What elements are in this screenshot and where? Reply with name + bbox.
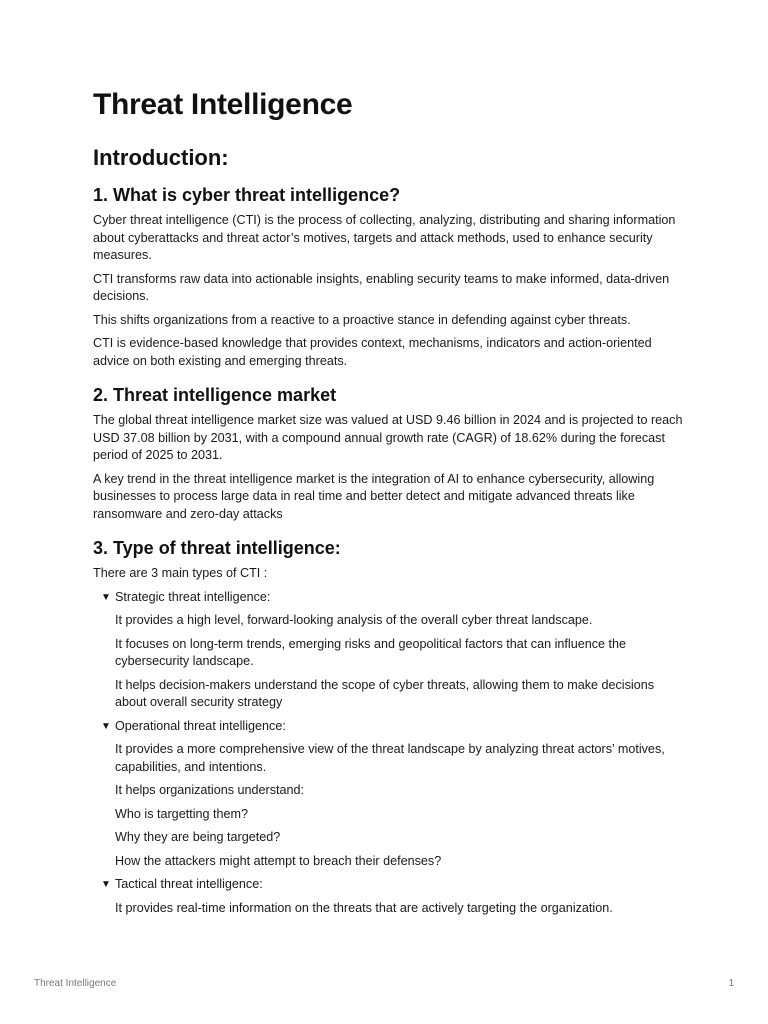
toggle-body xyxy=(115,612,683,712)
triangle-down-icon[interactable]: ▼ xyxy=(101,720,111,732)
paragraph: It focuses on long-term trends, emerging risks and geopolitical factors that can influence the cybersecurity landscape. xyxy=(115,636,627,668)
section-heading: 3. Type of threat intelligence: xyxy=(93,538,341,558)
paragraph: Cyber threat intelligence (CTI) is the process of collecting, analyzing, distributing and sharing information about cyberattacks and threat actor’s motives, targets and attack methods, used to enhance security measures. xyxy=(93,213,676,262)
section-heading: 2. Threat intelligence market xyxy=(93,385,337,405)
paragraph: How the attackers might attempt to breach their defenses? xyxy=(115,853,442,868)
paragraph: CTI is evidence-based knowledge that provides context, mechanisms, indicators and action-oriented advice on both existing and emerging threats. xyxy=(93,336,652,368)
toggle-label: Strategic threat intelligence: xyxy=(115,589,271,604)
triangle-down-icon[interactable]: ▼ xyxy=(101,879,111,890)
footer-title: Threat Intelligence xyxy=(34,978,117,989)
paragraph: Who is targetting them? xyxy=(115,806,248,821)
page-footer xyxy=(34,977,734,991)
page-title: Threat Intelligence xyxy=(93,88,353,121)
introduction-heading: Introduction: xyxy=(93,145,229,170)
paragraph: Why they are being targeted? xyxy=(115,830,281,844)
toggle-header-tactical[interactable] xyxy=(101,876,683,894)
section-market xyxy=(93,383,683,523)
toggle-label: Operational threat intelligence: xyxy=(115,718,286,733)
toggle-operational xyxy=(101,718,683,871)
toggle-header-strategic[interactable] xyxy=(101,589,683,607)
paragraph: It provides real-time information on the threats that are actively targeting the organization. xyxy=(115,900,613,915)
page-number: 1 xyxy=(728,978,734,989)
toggle-label: Tactical threat intelligence: xyxy=(115,877,263,891)
paragraph: It provides a more comprehensive view of the threat landscape by analyzing threat actors’ motives, capabilities, and intentions. xyxy=(115,742,665,774)
paragraph: There are 3 main types of CTI : xyxy=(93,566,268,580)
section-types xyxy=(93,536,683,917)
paragraph: It provides a high level, forward-looking analysis of the overall cyber threat landscape. xyxy=(115,613,593,627)
paragraph: CTI transforms raw data into actionable insights, enabling security teams to make informed, data-driven decisions. xyxy=(93,271,670,303)
toggle-tactical xyxy=(101,876,683,917)
triangle-down-icon[interactable]: ▼ xyxy=(101,591,111,603)
toggle-body xyxy=(115,900,683,918)
document-page xyxy=(93,86,683,930)
paragraph: A key trend in the threat intelligence market is the integration of AI to enhance cybersecurity, allowing businesses to process large data in real time and better detect and mitigate advanced threats like ransomware and zero-day attacks xyxy=(93,471,655,521)
section-heading: 1. What is cyber threat intelligence? xyxy=(93,185,401,205)
toggle-strategic xyxy=(101,589,683,712)
paragraph: It helps organizations understand: xyxy=(115,783,305,797)
section-what-is-cti xyxy=(93,183,683,370)
paragraph: It helps decision-makers understand the scope of cyber threats, allowing them to make decisions about overall security strategy xyxy=(115,677,655,709)
toggle-header-operational[interactable] xyxy=(101,718,683,736)
paragraph: This shifts organizations from a reactive to a proactive stance in defending against cyber threats. xyxy=(93,312,631,327)
paragraph: The global threat intelligence market size was valued at USD 9.46 billion in 2024 and is projected to reach USD 37.08 billion by 2031, with a compound annual growth rate (CAGR) of 18.62% during the forecast period of 2025 to 2031. xyxy=(93,413,683,462)
toggle-body xyxy=(115,741,683,870)
